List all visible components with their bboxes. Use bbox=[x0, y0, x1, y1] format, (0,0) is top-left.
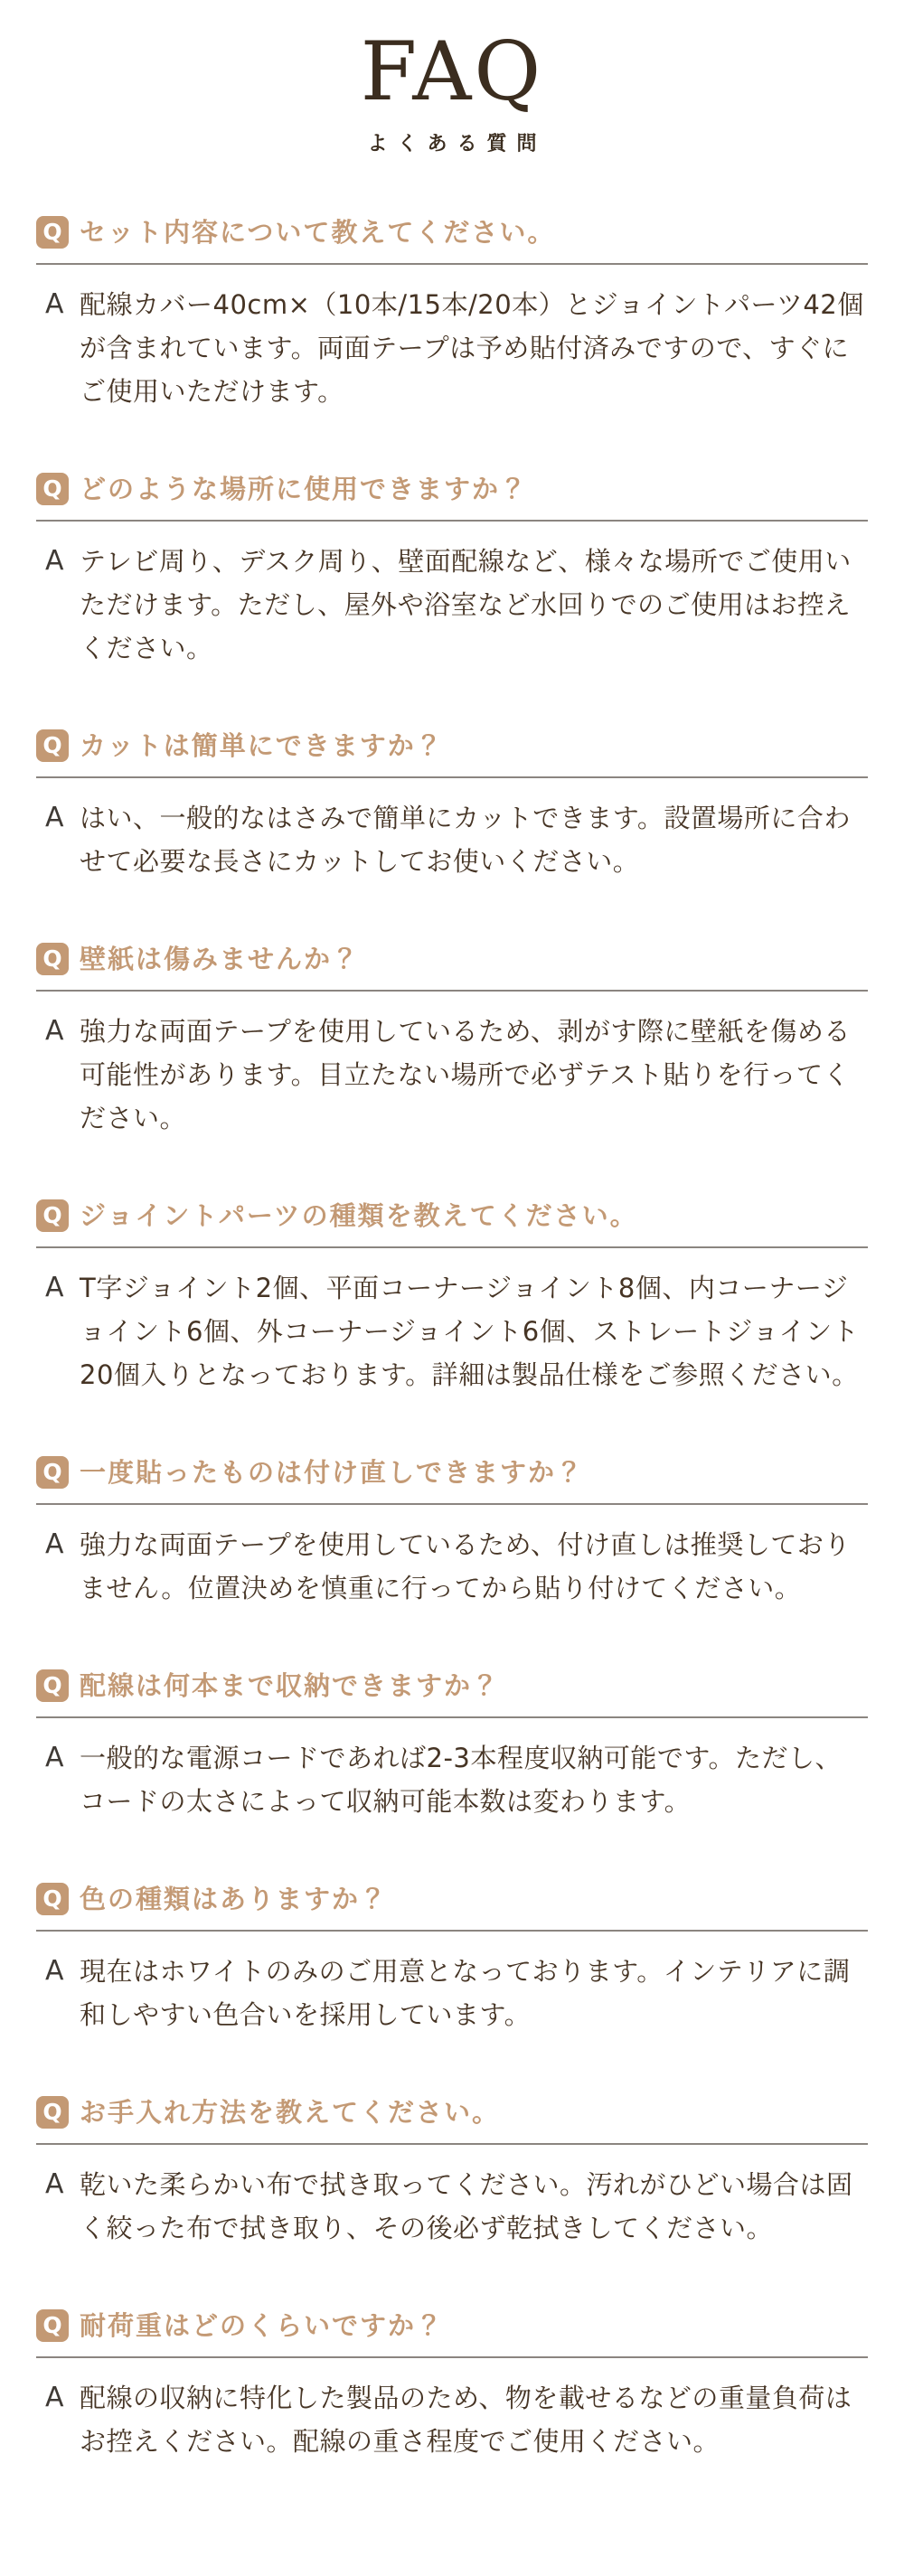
answer-label: A bbox=[45, 1954, 64, 1987]
question-divider bbox=[36, 776, 868, 778]
question-text: 耐荷重はどのくらいですか？ bbox=[80, 2309, 445, 2341]
q-badge-icon: Q bbox=[36, 1669, 69, 1702]
question-divider bbox=[36, 990, 868, 992]
question-row bbox=[36, 1199, 868, 1232]
answer-text: 乾いた柔らかい布で拭き取ってください。汚れがひどい場合は固く絞った布で拭き取り、その後必ず乾拭きしてください。 bbox=[80, 2168, 853, 2243]
answer-text: 配線の収納に特化した製品のため、物を載せるなどの重量負荷はお控えください。配線の重さ程度でご使用ください。 bbox=[80, 2382, 852, 2457]
question-divider bbox=[36, 520, 868, 522]
answer-row bbox=[36, 2376, 868, 2463]
answer-text: 強力な両面テープを使用しているため、付け直しは推奨しておりません。位置決めを慎重に行ってから貼り付けてください。 bbox=[80, 1528, 851, 1603]
answer-text: 現在はホワイトのみのご用意となっております。インテリアに調和しやすい色合いを採用しています。 bbox=[80, 1955, 851, 2030]
answer-text: 一般的な電源コードであれば2-3本程度収納可能です。ただし、コードの太さによって収納可能本数は変わります。 bbox=[80, 1742, 843, 1817]
answer-text: T字ジョイント2個、平面コーナージョイント8個、内コーナージョイント6個、外コーナージョイント6個、ストレートジョイント20個入りとなっております。詳細は製品仕様をご参照ください。 bbox=[80, 1272, 860, 1390]
question-row bbox=[36, 216, 868, 249]
answer-row bbox=[36, 1010, 868, 1140]
question-divider bbox=[36, 2356, 868, 2358]
answer-row bbox=[36, 1266, 868, 1396]
q-badge-icon: Q bbox=[36, 473, 69, 505]
question-text: セット内容について教えてください。 bbox=[80, 216, 556, 248]
faq-item bbox=[36, 1199, 868, 1396]
question-row bbox=[36, 1669, 868, 1702]
faq-item bbox=[36, 1669, 868, 1823]
answer-label: A bbox=[45, 1271, 64, 1303]
question-row bbox=[36, 729, 868, 762]
question-row bbox=[36, 2309, 868, 2342]
question-divider bbox=[36, 1930, 868, 1932]
faq-item bbox=[36, 943, 868, 1140]
answer-label: A bbox=[45, 544, 64, 577]
answer-label: A bbox=[45, 1741, 64, 1773]
answer-label: A bbox=[45, 287, 64, 320]
faq-item bbox=[36, 216, 868, 413]
question-row bbox=[36, 1456, 868, 1489]
question-text: ジョイントパーツの種類を教えてください。 bbox=[80, 1199, 638, 1231]
page-subtitle: よくある質問 bbox=[367, 132, 547, 155]
page-title: FAQ bbox=[360, 24, 544, 119]
answer-row bbox=[36, 1950, 868, 2036]
q-badge-icon: Q bbox=[36, 943, 69, 975]
question-text: 壁紙は傷みませんか？ bbox=[80, 943, 361, 974]
answer-label: A bbox=[45, 801, 64, 833]
question-divider bbox=[36, 1503, 868, 1505]
question-text: 色の種類はありますか？ bbox=[80, 1883, 389, 1914]
answer-label: A bbox=[45, 2381, 64, 2413]
faq-item bbox=[36, 2096, 868, 2250]
page-header bbox=[36, 24, 868, 156]
question-text: お手入れ方法を教えてください。 bbox=[80, 2096, 501, 2128]
faq-item bbox=[36, 2309, 868, 2463]
question-row bbox=[36, 2096, 868, 2129]
faq-item bbox=[36, 1883, 868, 2036]
answer-text: 強力な両面テープを使用しているため、剥がす際に壁紙を傷める可能性があります。目立たない場所で必ずテスト貼りを行ってください。 bbox=[80, 1015, 851, 1133]
q-badge-icon: Q bbox=[36, 2096, 69, 2129]
answer-label: A bbox=[45, 2167, 64, 2200]
answer-row bbox=[36, 540, 868, 670]
answer-text: テレビ周り、デスク周り、壁面配線など、様々な場所でご使用いただけます。ただし、屋外や浴室など水回りでのご使用はお控えください。 bbox=[80, 545, 852, 663]
question-row bbox=[36, 473, 868, 505]
answer-text: 配線カバー40cm×（10本/15本/20本）とジョイントパーツ42個が含まれています。両面テープは予め貼付済みですので、すぐにご使用いただけます。 bbox=[80, 288, 864, 407]
faq-item bbox=[36, 473, 868, 670]
question-text: 一度貼ったものは付け直しできますか？ bbox=[80, 1456, 585, 1488]
question-divider bbox=[36, 2143, 868, 2145]
answer-row bbox=[36, 2163, 868, 2250]
answer-row bbox=[36, 1523, 868, 1610]
q-badge-icon: Q bbox=[36, 729, 69, 762]
question-text: カットは簡単にできますか？ bbox=[80, 729, 444, 761]
q-badge-icon: Q bbox=[36, 2309, 69, 2342]
question-divider bbox=[36, 1716, 868, 1718]
answer-label: A bbox=[45, 1528, 64, 1560]
question-row bbox=[36, 943, 868, 975]
faq-item bbox=[36, 1456, 868, 1610]
question-divider bbox=[36, 263, 868, 265]
q-badge-icon: Q bbox=[36, 1883, 69, 1915]
answer-row bbox=[36, 1736, 868, 1823]
q-badge-icon: Q bbox=[36, 216, 69, 249]
answer-row bbox=[36, 796, 868, 883]
question-text: どのような場所に使用できますか？ bbox=[80, 473, 529, 504]
answer-text: はい、一般的なはさみで簡単にカットできます。設置場所に合わせて必要な長さにカットしてお使いください。 bbox=[80, 802, 851, 877]
question-divider bbox=[36, 1246, 868, 1248]
answer-label: A bbox=[45, 1014, 64, 1047]
faq-item bbox=[36, 729, 868, 883]
question-row bbox=[36, 1883, 868, 1915]
q-badge-icon: Q bbox=[36, 1456, 69, 1489]
q-badge-icon: Q bbox=[36, 1199, 69, 1232]
faq-list bbox=[36, 216, 868, 2463]
answer-row bbox=[36, 283, 868, 413]
question-text: 配線は何本まで収納できますか？ bbox=[80, 1669, 501, 1701]
